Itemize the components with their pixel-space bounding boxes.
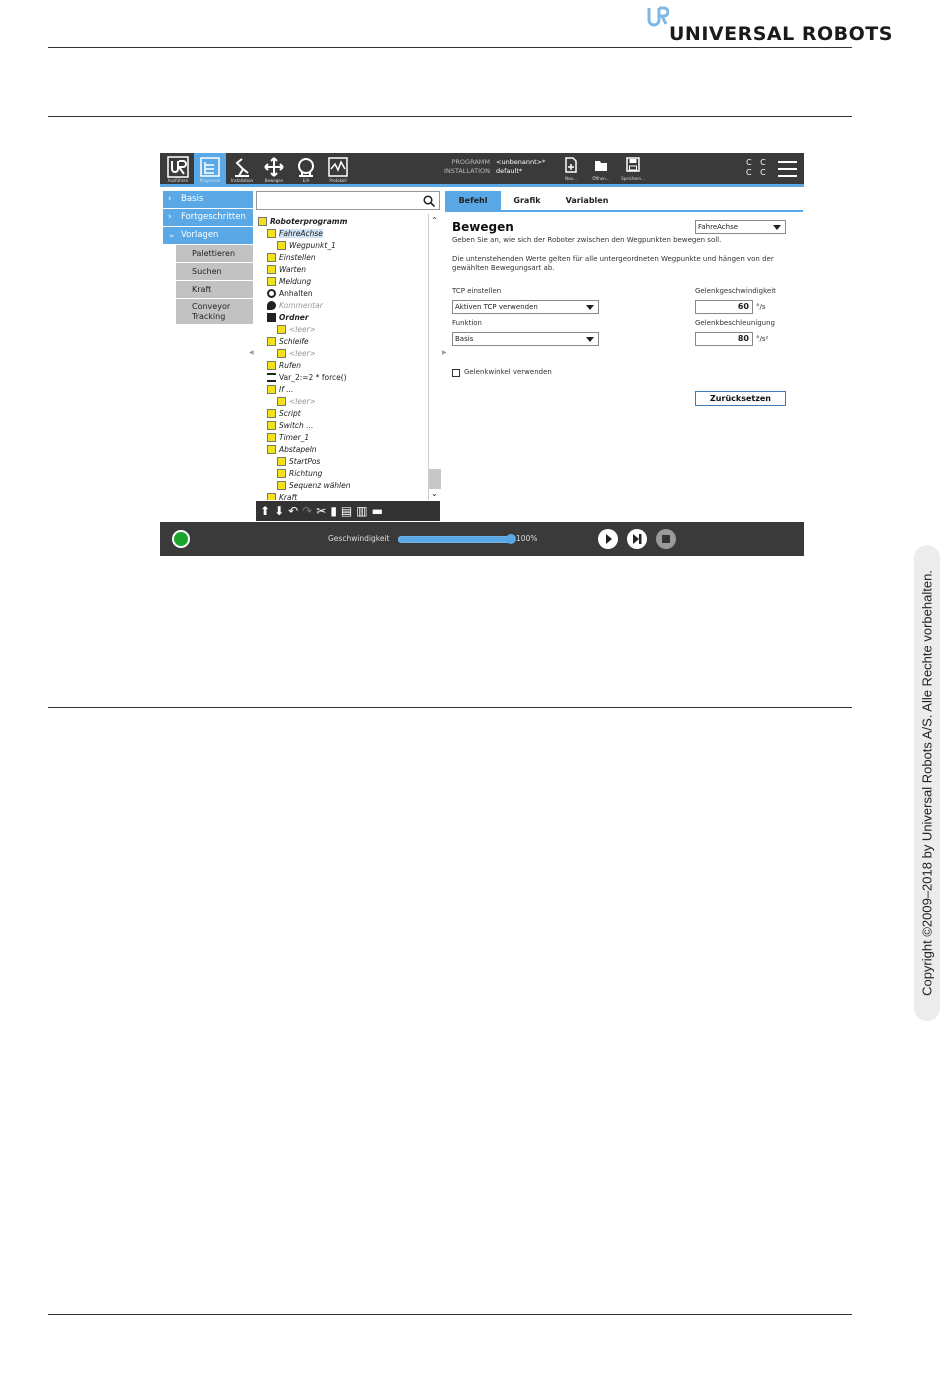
folder-icon [267, 313, 276, 322]
tree-search-input[interactable] [256, 191, 440, 210]
chevron-right-icon: › [168, 212, 172, 222]
nav-basis-label: Basis [181, 194, 204, 204]
popup-icon [267, 277, 276, 286]
tab-befehl[interactable]: Befehl [445, 191, 501, 210]
nav-sub-conveyor-tracking[interactable]: Conveyor Tracking [176, 299, 253, 324]
empty-node-icon [277, 325, 286, 334]
open-folder-icon [594, 157, 608, 173]
polyscope-screenshot [160, 153, 804, 556]
timer-icon [267, 433, 276, 442]
copyright-text: Copyright ©2009–2018 by Universal Robots A/S. Alle Rechte vorbehalten. [919, 570, 935, 996]
tree-row[interactable] [267, 492, 297, 500]
move-up-icon[interactable]: ⬆ [260, 504, 275, 518]
tree-row-label: Abstapeln [279, 445, 317, 454]
play-icon [598, 529, 618, 549]
cc-indicators [746, 158, 769, 178]
move-down-icon[interactable]: ⬇ [274, 504, 289, 518]
panel-description-2: Die untenstehenden Werte gelten für alle untergeordneten Wegpunkte und hängen von der gewählten Bewegungsart ab. [452, 255, 774, 272]
program-name: <unbenannt>* [496, 158, 546, 166]
nav-vorlagen-label: Vorlagen [181, 230, 219, 240]
joint-accel-unit: °/s² [756, 335, 769, 343]
nav-sub-palettieren[interactable]: Palettieren [176, 245, 253, 262]
step-button[interactable] [627, 529, 647, 549]
direction-icon [277, 469, 286, 478]
tree-row-label: Switch ... [279, 421, 314, 430]
empty-node-icon [277, 349, 286, 358]
power-status-icon [174, 532, 188, 546]
ur-logo-icon [167, 156, 189, 178]
if-icon [267, 385, 276, 394]
destack-icon [267, 445, 276, 454]
log-button[interactable] [322, 153, 354, 184]
tree-row[interactable] [277, 480, 351, 492]
program-tree [256, 214, 428, 500]
tree-row-label: Wegpunkt_1 [289, 241, 336, 250]
tree-row-label: <leer> [289, 325, 316, 334]
panel-description-1: Geben Sie an, wie sich der Roboter zwischen den Wegpunkten bewegen soll. [452, 236, 722, 244]
nav-sub-suchen[interactable]: Suchen [176, 263, 253, 280]
tree-row-label: Einstellen [279, 253, 316, 262]
run-label: Ausführen [167, 178, 189, 183]
stop-icon [656, 529, 676, 549]
tree-row[interactable] [267, 360, 301, 372]
cut-icon[interactable]: ✂ [316, 504, 331, 518]
tree-row-label: Schleife [279, 337, 309, 346]
move-label: Bewegen [264, 178, 284, 183]
chevron-right-icon: › [168, 194, 172, 204]
footer-rule [48, 1314, 852, 1315]
nav-sub-kraft[interactable]: Kraft [176, 281, 253, 298]
top-toolbar [160, 153, 804, 184]
nav-basis[interactable] [163, 191, 253, 208]
tcp-select[interactable] [452, 300, 599, 314]
nav-fortgeschritten-label: Fortgeschritten [181, 212, 246, 222]
tree-row-label: Anhalten [279, 289, 313, 298]
speed-slider-fill [399, 537, 511, 542]
tree-row[interactable] [267, 228, 323, 240]
function-value: Basis [455, 335, 474, 343]
open-label: Öffnen... [592, 176, 610, 181]
tab-variablen[interactable]: Variablen [565, 196, 609, 205]
ur-logo-mark-icon [647, 6, 669, 28]
splitter-right-icon[interactable]: ▶ [442, 349, 447, 356]
scroll-down-icon[interactable]: ⌄ [431, 489, 438, 498]
tree-toolbar [256, 501, 440, 521]
function-label: Funktion [452, 319, 482, 327]
tree-scrollbar[interactable] [428, 214, 441, 500]
movej-icon [267, 229, 276, 238]
dropdown-arrow-icon [586, 305, 594, 310]
suppress-icon[interactable]: ▬ [371, 504, 387, 518]
tree-row[interactable] [277, 324, 316, 336]
tree-row-label: Rufen [279, 361, 301, 370]
hamburger-menu-icon[interactable] [778, 161, 797, 177]
tcp-value: Aktiven TCP verwenden [455, 303, 538, 311]
tree-row[interactable] [267, 372, 347, 384]
speed-label: Geschwindigkeit [328, 534, 390, 543]
bottom-bar [160, 522, 804, 556]
open-button[interactable] [588, 156, 614, 184]
tree-row-label: Warten [279, 265, 306, 274]
tree-row[interactable] [267, 312, 309, 324]
program-label-text: PROGRAMM [451, 158, 490, 166]
function-select[interactable] [452, 332, 599, 346]
hourglass-icon [267, 265, 276, 274]
undo-icon[interactable]: ↶ [288, 504, 303, 518]
joint-angles-label: Gelenkwinkel verwenden [464, 368, 552, 376]
halt-icon [267, 289, 276, 298]
tree-row[interactable] [267, 264, 306, 276]
tree-row[interactable] [267, 300, 323, 312]
tree-row[interactable] [267, 288, 313, 300]
reset-button[interactable]: Zurücksetzen [695, 391, 786, 406]
tree-row-label: Meldung [279, 277, 312, 286]
stop-button[interactable] [656, 529, 676, 549]
tree-row[interactable] [267, 432, 309, 444]
play-button[interactable] [598, 529, 618, 549]
tab-grafik[interactable]: Grafik [513, 196, 541, 205]
scroll-up-icon[interactable]: ⌃ [431, 216, 438, 225]
panel-tabs [445, 191, 803, 212]
tree-row[interactable] [267, 336, 309, 348]
dropdown-arrow-icon [586, 337, 594, 342]
splitter-left-icon[interactable]: ◀ [249, 349, 254, 356]
force-icon [267, 493, 276, 501]
program-label: Programm [199, 178, 221, 183]
tree-row-label: Var_2:=2 * force() [279, 373, 347, 382]
speed-slider-knob[interactable] [506, 534, 516, 544]
tree-row-label: Roboterprogramm [270, 217, 348, 226]
tree-row-label: Kommentar [279, 301, 323, 310]
tree-row-label: Script [279, 409, 301, 418]
new-label: Neu... [565, 176, 577, 181]
joint-speed-input[interactable]: 60 [695, 300, 753, 314]
cc-line-2: C C [746, 168, 769, 177]
tree-row-label: Richtung [289, 469, 323, 478]
joint-speed-label: Gelenkgeschwindigkeit [695, 287, 776, 295]
assignment-icon [267, 373, 276, 382]
waypoint-icon [277, 241, 286, 250]
new-button[interactable] [558, 156, 584, 184]
tree-row[interactable] [277, 468, 322, 480]
step-icon [627, 529, 647, 549]
installation-name: default* [496, 167, 523, 175]
tree-row-label: Ordner [279, 313, 309, 322]
joint-accel-input[interactable]: 80 [695, 332, 753, 346]
program-info-values [496, 158, 545, 176]
search-icon [423, 195, 435, 207]
chevron-down-icon: ⌄ [168, 230, 176, 240]
tree-row-label: Sequenz wählen [289, 481, 351, 490]
speed-value: 100% [516, 534, 538, 543]
tree-row-label: StartPos [289, 457, 321, 466]
log-icon [327, 156, 349, 178]
universal-robots-logo [647, 6, 893, 45]
tree-row[interactable] [258, 216, 347, 228]
tree-row[interactable] [267, 252, 316, 264]
call-icon [267, 361, 276, 370]
tree-row[interactable] [277, 396, 316, 408]
waypoint-icon [277, 457, 286, 466]
joint-accel-label: Gelenkbeschleunigung [695, 319, 775, 327]
toolbar-accent-line [160, 184, 804, 187]
io-icon [295, 156, 317, 178]
redo-icon[interactable]: ↷ [302, 504, 317, 518]
tree-row-label: Timer_1 [279, 433, 310, 442]
script-icon [267, 409, 276, 418]
panel-title: Bewegen [452, 220, 514, 234]
tcp-label: TCP einstellen [452, 287, 502, 295]
nav-vorlagen[interactable] [163, 227, 253, 244]
comment-icon [267, 301, 276, 310]
move-icon [263, 156, 285, 178]
tree-row[interactable] [267, 420, 313, 432]
tree-row-label: If ... [279, 385, 294, 394]
move-type-value: FahreAchse [698, 223, 739, 231]
io-label: E/A [302, 178, 310, 183]
program-info-labels [430, 158, 490, 176]
command-panel [445, 213, 803, 513]
tree-row-label: FahreAchse [279, 229, 323, 238]
tree-row[interactable] [267, 408, 301, 420]
cc-line-1: C C [746, 158, 769, 167]
copy-icon[interactable]: ▮ [330, 504, 341, 518]
tree-row-label: <leer> [289, 397, 316, 406]
tree-row[interactable] [267, 276, 311, 288]
brand-name: UNIVERSAL ROBOTS [669, 23, 893, 45]
tree-row[interactable] [267, 444, 317, 456]
joint-speed-unit: °/s [756, 303, 766, 311]
sequence-icon [277, 481, 286, 490]
section-rule-2 [48, 707, 852, 708]
log-label: Protokoll [329, 178, 347, 183]
paste-icon[interactable]: ▤ [340, 504, 357, 518]
section-rule-1 [48, 116, 852, 117]
installation-icon [231, 156, 253, 178]
new-file-icon [564, 157, 578, 173]
save-icon [626, 157, 640, 173]
installation-label-text: INSTALLATION [443, 167, 490, 175]
nav-fortgeschritten[interactable] [163, 209, 253, 226]
copyright-tab [914, 545, 940, 1021]
move-type-select[interactable] [695, 220, 786, 234]
tree-row[interactable] [267, 384, 293, 396]
save-label: Speichern... [621, 176, 645, 181]
speed-slider[interactable] [398, 536, 512, 543]
program-nodes-nav [163, 191, 253, 325]
empty-node-icon [277, 397, 286, 406]
switch-icon [267, 421, 276, 430]
loop-icon [267, 337, 276, 346]
dropdown-arrow-icon [773, 225, 781, 230]
set-icon [267, 253, 276, 262]
joint-angles-checkbox[interactable] [452, 369, 460, 377]
tree-row[interactable] [277, 240, 336, 252]
installation-label: Installation [230, 178, 254, 183]
tree-row[interactable] [277, 456, 320, 468]
power-status-button[interactable] [172, 530, 190, 548]
scroll-thumb[interactable] [429, 469, 441, 489]
tree-row-label: <leer> [289, 349, 316, 358]
save-button[interactable] [620, 156, 646, 184]
program-icon [199, 156, 221, 178]
tree-row[interactable] [277, 348, 316, 360]
header-rule [48, 47, 852, 48]
tree-row-label: Kraft [279, 493, 298, 500]
collapse-triangle-icon [258, 217, 267, 226]
delete-icon[interactable]: ▥ [356, 504, 372, 518]
